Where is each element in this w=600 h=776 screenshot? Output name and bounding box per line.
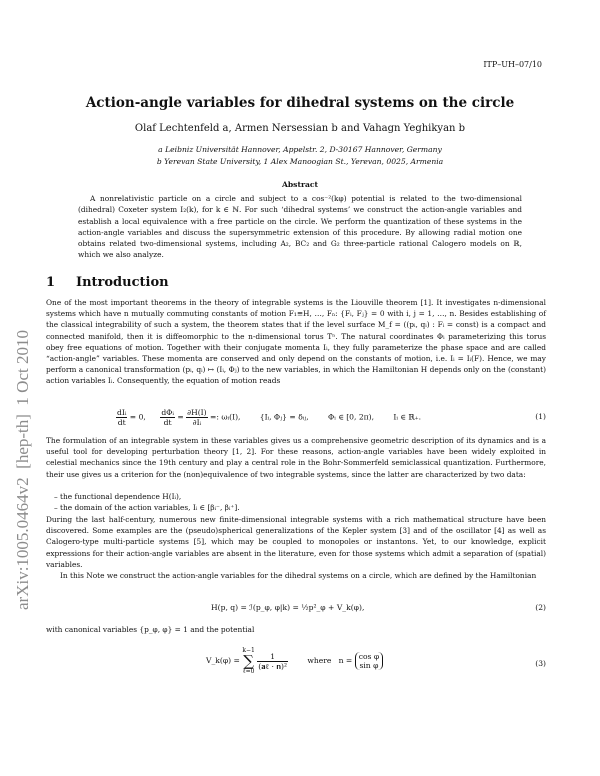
equation-2-body: H(p, q) = ℐ(p_φ, φ|k) = ½p²_φ + V_k(φ), xyxy=(211,603,365,612)
equation-1-label: (1) xyxy=(535,412,546,421)
equation-1-body: $\frac{\text{dIᵢ}}{dt}$ = 0, $\frac{\text{dΦᵢ}}{dt}$ = $\frac{\partial H(I)}{\text{∂Iᵢ}}$ =: ωᵢ(I), {Iᵢ, Φⱼ} = δᵢⱼ, Φᵢ ∈ [0, 2π), Iᵢ ∈ ℝ₊. xyxy=(117,408,422,427)
report-number: ITP–UH–07/10 xyxy=(483,60,542,69)
paper-authors: Olaf Lechtenfeld a, Armen Nersessian b and Vahagn Yeghikyan b xyxy=(134,123,466,134)
criterion-item-2: – the domain of the action variables, Iᵢ ∈ [βᵢ⁻, βᵢ⁺]. xyxy=(54,503,240,512)
abstract-text: A nonrelativistic particle on a circle and subject to a cos⁻²(kφ) potential is related to the two-dimensional (dihedral) Coxeter system I₂(k), for k ∈ ℕ. For such ‘dihedral systems’ we construct the action-angle variables and establish a local equivalence with a free particle on the circle. We perform the quantization of these systems in the action-angle variables and discuss the supersymmetric extension of this procedure. By allowing radial motion one obtains related two-dimensional systems, including A₂, BC₂ and G₂ three-particle rational Calogero models on ℝ, which we also analyze. xyxy=(78,194,522,260)
affiliation-a: a Leibniz Universität Hannover, Appelstr. 2, D-30167 Hannover, Germany xyxy=(158,145,442,154)
equation-3 xyxy=(46,647,546,687)
equation-1-rest: =: ωᵢ(I), {Iᵢ, Φⱼ} = δᵢⱼ, Φᵢ ∈ [0, 2π), Iᵢ ∈ ℝ₊. xyxy=(210,412,422,422)
equation-2-label: (2) xyxy=(535,603,546,612)
frac-dPhi-dt: $\frac{\text{dΦᵢ}}{dt}$ xyxy=(161,408,174,427)
equation-3-body xyxy=(206,647,383,675)
section-heading xyxy=(46,275,169,290)
intro-paragraph-1: One of the most important theorems in the theory of integrable systems is the Liouville theorem [1]. It investigates n-dimensional systems which have n mutually commuting constants of motion F₁≡H, …, Fₙ: {Fᵢ, Fⱼ} = 0 with i, j = 1, …, n. Besides establishing of the classical integrability of such a system, the theorem states that if the level surface M_f = ((pᵢ, qᵢ) : Fᵢ = const) is a compact and connected manifold, then it is diffeomorphic to the n-dimensional torus Tⁿ. The natural coordinates Φᵢ parameterizing this torus obey free equations of motion. Together with their conjugate momenta Iᵢ, they fully parameterize the phase space and are called “action-angle” variables. These momenta are conserved and only depend on the constants of motion, i.e. Iᵢ = Iᵢ(F). Hence, we may perform a canonical transformation (pᵢ, qᵢ) ↦ (Iᵢ, Φⱼ) to the new variables, in which the Hamiltonian H depends only on the (constant) action variables Iᵢ. Consequently, the equation of motion reads xyxy=(46,298,546,386)
arxiv-id: arXiv:1005.0464v2 [hep-th] 1 Oct 2010 xyxy=(13,330,32,610)
arxiv-sidebar-stamp xyxy=(4,200,38,620)
frac-dI-dt: $\frac{\text{dIᵢ}}{dt}$ xyxy=(117,408,127,427)
frac-dH-dI: $\frac{\partial H(I)}{\text{∂Iᵢ}}$ xyxy=(187,408,207,427)
section-title: Introduction xyxy=(76,275,169,290)
unit-vector-n: cos φ sin φ xyxy=(355,652,383,670)
intro-paragraph-5: with canonical variables {p_φ, φ} = 1 and the potential xyxy=(46,625,255,634)
frac-potential-term: $\frac{1}{\text{(𝐚ℓ · 𝐧)²}}$ xyxy=(258,651,288,671)
sum-symbol: k−1 ∑ ℓ=0 xyxy=(242,647,255,675)
equation-3-label: (3) xyxy=(535,659,546,668)
intro-paragraph-3: During the last half-century, numerous new finite-dimensional integrable systems with a rich mathematical structure have been discovered. Some examples are the (pseudo)spherical generalizations of the Kepler system [3] and of the oscillator [4] as well as Calogero-type multi-particle systems [5], which may be coupled to monopoles or instantons. Yet, to our knowledge, explicit expressions for their action-angle variables are absent in the literature, even for those systems which admit a separation of (spatial) variables. xyxy=(46,515,546,569)
affiliation-b: b Yerevan State University, 1 Alex Manoogian St., Yerevan, 0025, Armenia xyxy=(156,157,444,166)
criterion-item-1: – the functional dependence H(Iᵢ), xyxy=(54,492,182,501)
section-number: 1 xyxy=(46,275,56,290)
equation-3-where: where n = xyxy=(307,656,353,665)
paper-title: Action-angle variables for dihedral systems on the circle xyxy=(85,95,515,111)
arxiv-stamp-graphic xyxy=(4,200,38,620)
abstract-heading: Abstract xyxy=(281,180,319,189)
intro-paragraph-4: In this Note we construct the action-angle variables for the dihedral systems on a circle, which are defined by the Hamiltonian xyxy=(60,571,537,580)
equation-3-lhs: V_k(φ) = xyxy=(206,656,240,665)
intro-paragraph-2: The formulation of an integrable system in these variables gives us a comprehensive geometric description of its dynamics and is a useful tool for developing perturbation theory [1, 2]. For these reasons, action-angle variables have been widely exploited in celestial mechanics since the 19th century and play a central role in the Bohr-Sommerfeld semiclassical quantization. Furthermore, their use gives us a criterion for the (non)equivalence of two integrable systems, since the latter are characterized by two data: xyxy=(46,436,546,479)
equation-1 xyxy=(46,408,546,430)
